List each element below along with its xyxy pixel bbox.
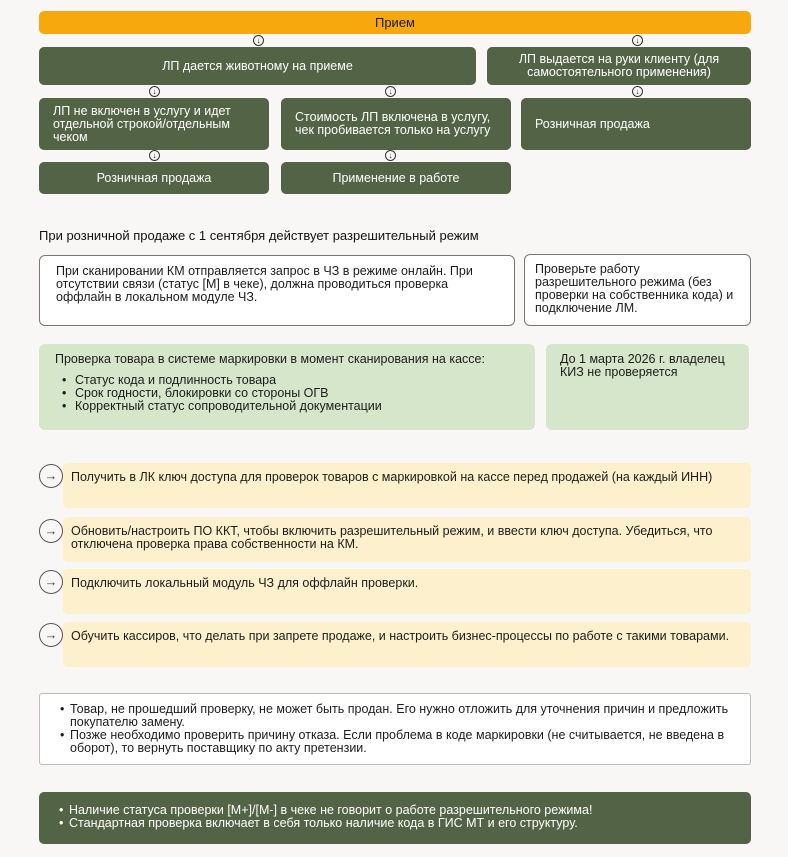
arrow-down-icon: ↓ [632,86,643,97]
arrow-down-icon: ↓ [253,35,264,46]
step-item [63,569,751,614]
note-item: • Товар, не прошедший проверку, не может быть продан. Его нужно отложить для уточнения причин и предложить покупателю замену. [60,703,730,729]
flow-node-label: Розничная продажа [96,170,212,185]
flow-node-separate-line [39,98,269,150]
refusal-notes [39,693,751,765]
flow-node-retail-sale-result [39,162,269,194]
flow-header-reception: Прием [39,11,751,34]
verification-title: Проверка товара в системе маркировки в момент сканирования на кассе: [55,352,485,366]
info-text: При сканировании КМ отправляется запрос в ЧЗ в режиме онлайн. При отсутствии связи (статус [М] в чеке), должна проводиться проверка оффлайн в локальном модуле ЧЗ. [56,264,473,304]
arrow-right-icon: → [39,464,63,488]
flow-node-label: Розничная продажа [535,116,650,131]
status-warnings [39,792,751,844]
step-text: Обновить/настроить ПО ККТ, чтобы включить разрешительный режим, и ввести ключ доступа. Убедиться, что отключена проверка права собственности на КМ. [71,524,713,551]
info-text: До 1 марта 2026 г. владелец КИЗ не проверяется [560,352,725,379]
flow-node-label: ЛП не включен в услугу и идет отдельной строкой/отдельным чеком [53,103,231,144]
verification-item: • Корректный статус сопроводительной документации [55,400,523,413]
flow-node-included-in-service [281,98,511,150]
warning-item: • Стандартная проверка включает в себя только наличие кода в ГИС МТ и его структуру. [59,817,731,830]
arrow-down-icon: ↓ [632,35,643,46]
flow-node-given-to-client [487,47,751,85]
verification-checklist [39,344,535,430]
verification-item: • Срок годности, блокировки со стороны ОГВ [55,387,523,400]
info-text: Проверьте работу разрешительного режима (без проверки на собственника кода) и подключение ЛМ. [535,262,734,315]
step-text: Обучить кассиров, что делать при запрете продаже, и настроить бизнес-процессы по работе с такими товарами. [71,629,730,643]
warnings-list [59,804,731,830]
step-item [63,517,751,562]
step-text: Подключить локальный модуль ЧЗ для оффлайн проверки. [71,576,419,590]
owner-check-note [546,344,749,430]
flow-node-given-at-visit [39,47,476,85]
arrow-right-icon: → [39,519,63,543]
flow-node-label: ЛП дается животному на приеме [162,58,353,73]
arrow-down-icon: ↓ [385,150,396,161]
flow-node-label: Стоимость ЛП включена в услугу, чек пробивается только на услугу [295,110,491,137]
notes-list [60,703,730,755]
step-item [63,622,751,667]
online-check-info [39,255,515,326]
flow-node-label: ЛП выдается на руки клиенту (для самостоятельного применения) [518,52,720,79]
arrow-down-icon: ↓ [149,86,160,97]
arrow-right-icon: → [39,623,63,647]
step-text: Получить в ЛК ключ доступа для проверок товаров с маркировкой на кассе перед продажей (на каждый ИНН) [71,470,713,484]
arrow-down-icon: ↓ [149,150,160,161]
check-permissive-mode-note [524,254,751,326]
warning-item: • Наличие статуса проверки [М+]/[М-] в чеке не говорит о работе разрешительного режима! [59,804,731,817]
flow-node-retail-sale [521,98,751,150]
section-title: При розничной продаже с 1 сентября действует разрешительный режим [39,228,479,243]
note-item: • Позже необходимо проверить причину отказа. Если проблема в коде маркировки (не считывается, не введена в оборот), то вернуть поставщику по акту претензии. [60,729,730,755]
arrow-down-icon: ↓ [385,86,396,97]
flow-node-use-in-work [281,162,511,194]
flow-node-label: Применение в работе [332,170,460,185]
arrow-right-icon: → [39,570,63,594]
step-item [63,463,751,508]
verification-list [55,374,523,413]
verification-item: • Статус кода и подлинность товара [55,374,523,387]
